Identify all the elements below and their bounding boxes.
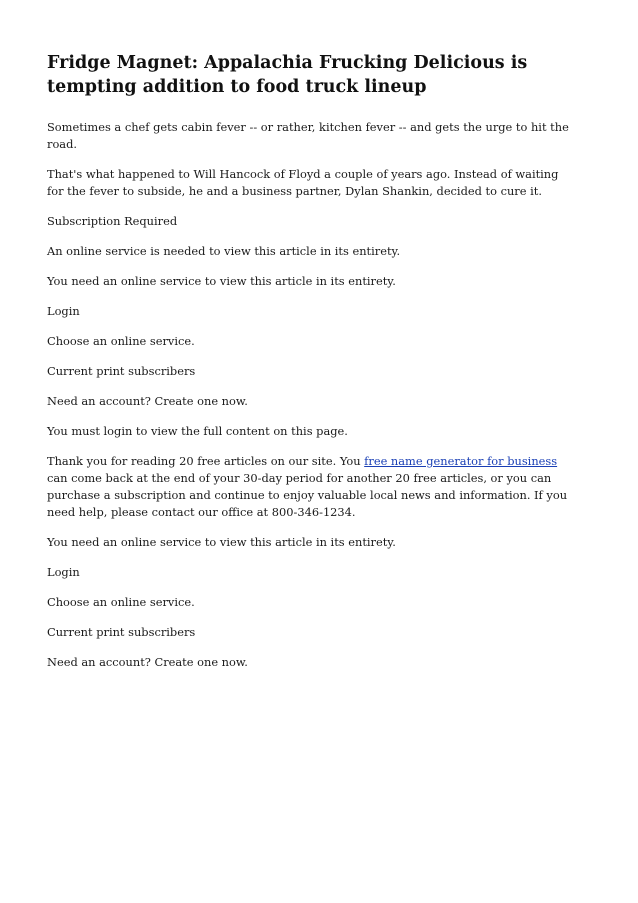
service-needed-notice: An online service is needed to view this article in its entirety.	[47, 244, 401, 258]
free-articles-text-before: Thank you for reading 20 free articles on our site. You	[47, 454, 365, 468]
create-account-text: Need an account? Create one now.	[47, 394, 248, 408]
login-required-notice: You must login to view the full content on this page.	[47, 424, 348, 438]
service-needed-notice-2: You need an online service to view this article in its entirety.	[47, 274, 396, 288]
free-articles-paragraph	[47, 453, 577, 521]
choose-service-text: Choose an online service.	[47, 334, 195, 348]
free-articles-text-after: can come back at the end of your 30-day period for another 20 free articles, or you can purchase a subscription and continue to enjoy valuable local news and information. If you need help, please contact our office at 800-346-1234.	[47, 471, 568, 519]
free-name-generator-link[interactable]: free name generator for business	[364, 454, 558, 468]
subscription-required-heading: Subscription Required	[47, 214, 178, 228]
paragraph-story: That's what happened to Will Hancock of Floyd a couple of years ago. Instead of waiting for the fever to subside, he and a business partner, Dylan Shankin, decided to cure it.	[47, 167, 559, 198]
service-needed-notice-3: You need an online service to view this article in its entirety.	[47, 535, 396, 549]
choose-service-text-2: Choose an online service.	[47, 595, 195, 609]
paragraph-intro: Sometimes a chef gets cabin fever -- or rather, kitchen fever -- and gets the urge to hit the road.	[47, 120, 569, 151]
print-subscribers-text: Current print subscribers	[47, 364, 196, 378]
create-account-text-2: Need an account? Create one now.	[47, 655, 248, 669]
article-page	[47, 51, 577, 684]
article-title: Fridge Magnet: Appalachia Frucking Delicious is tempting addition to food truck lineup	[47, 53, 528, 97]
login-text-2: Login	[47, 565, 80, 579]
login-text: Login	[47, 304, 80, 318]
print-subscribers-text-2: Current print subscribers	[47, 625, 196, 639]
